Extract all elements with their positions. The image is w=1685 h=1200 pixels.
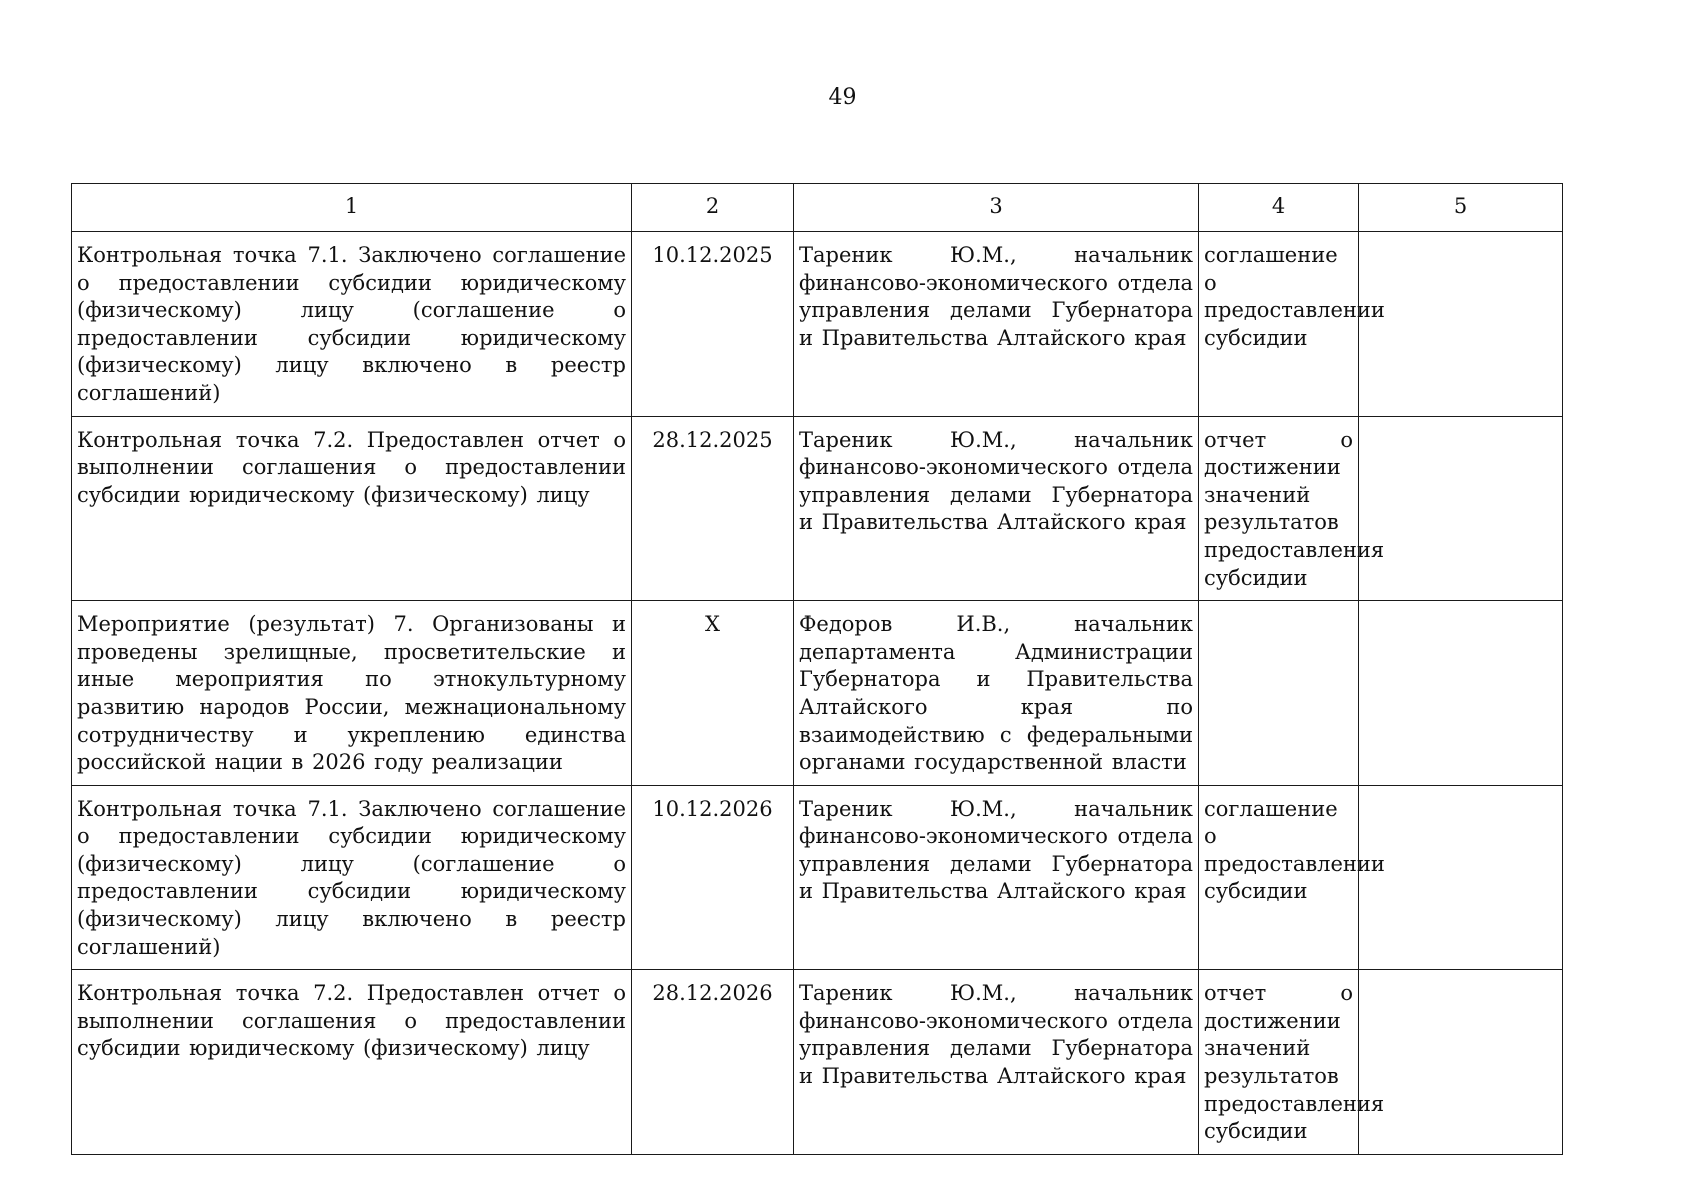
document-cell: отчет о достижении значений результатов предоставления субсидии — [1199, 416, 1359, 601]
column-header-3: 3 — [794, 184, 1199, 232]
table-row — [72, 601, 1563, 786]
note-cell — [1359, 785, 1563, 970]
date-cell: 28.12.2026 — [632, 970, 794, 1155]
table-row — [72, 232, 1563, 417]
event-cell: Мероприятие (результат) 7. Организованы и проведены зрелищные, просветительские и иные мероприятия по этнокультурному развитию народов России, межнациональному сотрудничеству и укреплению единства российской нации в 2026 году реализации — [72, 601, 632, 786]
document-cell: отчет о достижении значений результатов предоставления субсидии — [1199, 970, 1359, 1155]
document-cell: соглашение о предоставлении субсидии — [1199, 785, 1359, 970]
table-row — [72, 785, 1563, 970]
note-cell — [1359, 970, 1563, 1155]
event-cell: Контрольная точка 7.2. Предоставлен отчет о выполнении соглашения о предоставлении субсидии юридическому (физическому) лицу — [72, 970, 632, 1155]
document-cell: соглашение о предоставлении субсидии — [1199, 232, 1359, 417]
column-header-2: 2 — [632, 184, 794, 232]
column-header-1: 1 — [72, 184, 632, 232]
event-cell: Контрольная точка 7.1. Заключено соглашение о предоставлении субсидии юридическому (физическому) лицу (соглашение о предоставлении субсидии юридическому (физическому) лицу включено в реестр соглашений) — [72, 232, 632, 417]
table-row — [72, 416, 1563, 601]
date-cell: 10.12.2026 — [632, 785, 794, 970]
responsible-cell: Тареник Ю.М., начальник финансово-экономического отдела управления делами Губернатора и Правительства Алтайского края — [794, 232, 1199, 417]
table-row — [72, 970, 1563, 1155]
control-points-table — [71, 183, 1563, 1155]
event-cell: Контрольная точка 7.1. Заключено соглашение о предоставлении субсидии юридическому (физическому) лицу (соглашение о предоставлении субсидии юридическому (физическому) лицу включено в реестр соглашений) — [72, 785, 632, 970]
event-cell: Контрольная точка 7.2. Предоставлен отчет о выполнении соглашения о предоставлении субсидии юридическому (физическому) лицу — [72, 416, 632, 601]
note-cell — [1359, 601, 1563, 786]
date-cell: Х — [632, 601, 794, 786]
table-header-row — [72, 184, 1563, 232]
responsible-cell: Тареник Ю.М., начальник финансово-экономического отдела управления делами Губернатора и Правительства Алтайского края — [794, 416, 1199, 601]
responsible-cell: Тареник Ю.М., начальник финансово-экономического отдела управления делами Губернатора и Правительства Алтайского края — [794, 785, 1199, 970]
date-cell: 10.12.2025 — [632, 232, 794, 417]
column-header-5: 5 — [1359, 184, 1563, 232]
note-cell — [1359, 416, 1563, 601]
page-number: 49 — [828, 85, 857, 110]
column-header-4: 4 — [1199, 184, 1359, 232]
date-cell: 28.12.2025 — [632, 416, 794, 601]
document-cell — [1199, 601, 1359, 786]
note-cell — [1359, 232, 1563, 417]
responsible-cell: Федоров И.В., начальник департамента Администрации Губернатора и Правительства Алтайского края по взаимодействию с федеральными органами государственной власти — [794, 601, 1199, 786]
responsible-cell: Тареник Ю.М., начальник финансово-экономического отдела управления делами Губернатора и Правительства Алтайского края — [794, 970, 1199, 1155]
